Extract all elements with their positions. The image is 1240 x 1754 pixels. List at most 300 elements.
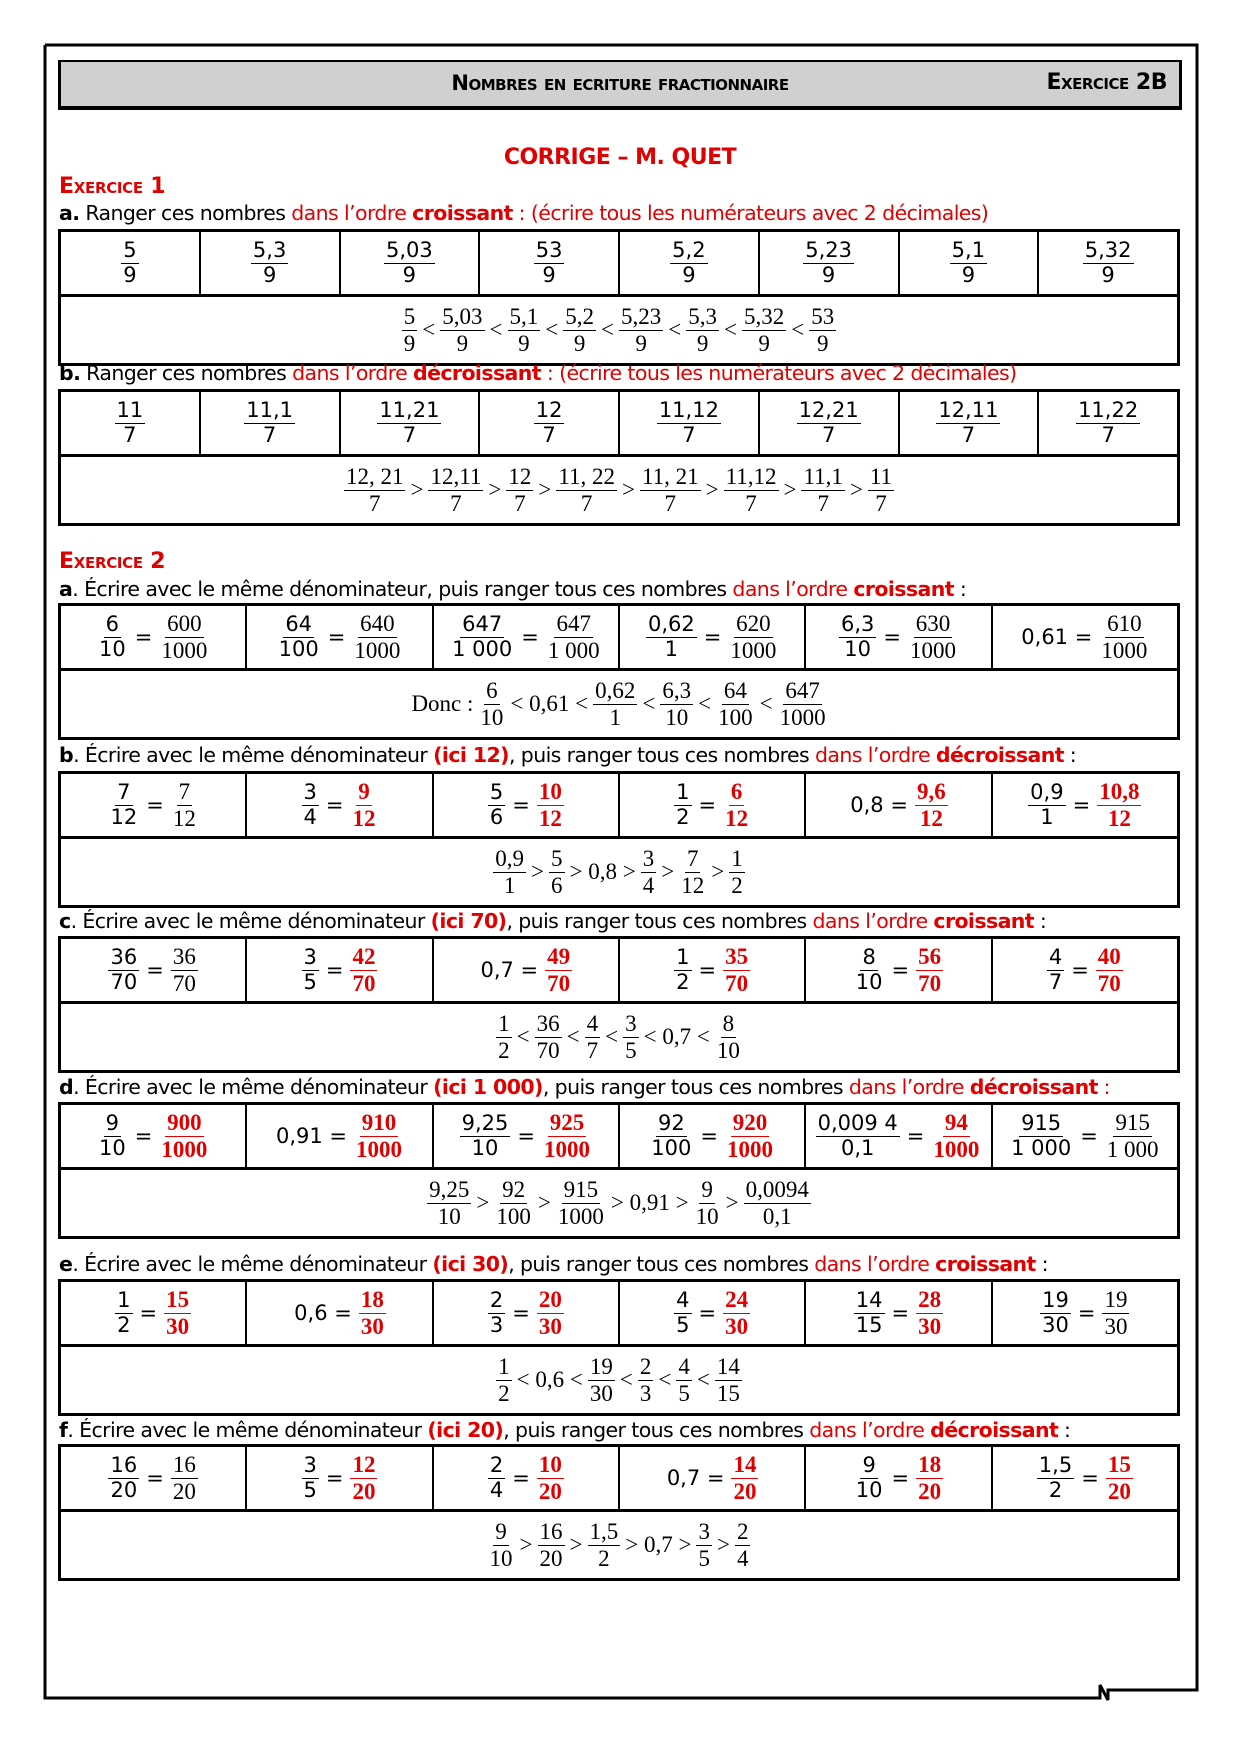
numerator: 5,1	[951, 238, 986, 263]
instruction-segment: : (écrire tous les numérateurs avec 2 décimales)	[512, 201, 989, 225]
exercise-1-heading: Exercice 1	[59, 174, 166, 199]
number-cell	[806, 606, 992, 668]
fraction	[686, 304, 719, 356]
denominator: 7	[402, 422, 417, 447]
denominator: 9	[402, 262, 417, 287]
fraction	[546, 611, 602, 663]
denominator: 1	[1040, 804, 1054, 829]
fraction	[478, 678, 505, 730]
denominator: 9	[403, 330, 416, 356]
operator-text: <	[696, 1367, 710, 1392]
numerator: 2	[489, 1453, 504, 1478]
numerator: 18	[918, 1452, 942, 1478]
fraction	[731, 1452, 758, 1504]
numerator: 16	[172, 1452, 196, 1478]
operator-text: > 0,7 >	[625, 1532, 692, 1557]
numerator: 630	[915, 611, 951, 637]
operator-text: 0,8 =	[850, 793, 908, 817]
fraction	[277, 613, 321, 660]
number-cell	[1039, 232, 1177, 294]
denominator: 30	[918, 1313, 942, 1339]
ex1-a-instruction	[59, 201, 988, 225]
fraction	[723, 944, 750, 996]
instruction-segment: b.	[59, 361, 81, 385]
instruction-segment: (ici 70)	[430, 909, 507, 933]
ordered-answer-row	[61, 1347, 1177, 1413]
page-header	[58, 60, 1182, 110]
fraction	[535, 1011, 562, 1063]
fraction	[916, 944, 943, 996]
operator-text: 0,6 =	[294, 1301, 352, 1325]
denominator: 20	[172, 1478, 196, 1504]
operator-text: <	[566, 1024, 580, 1049]
numerator: 647	[556, 611, 591, 637]
operator-text: >	[705, 477, 719, 502]
numerator: 28	[918, 1287, 942, 1313]
instruction-segment: c	[59, 909, 71, 933]
denominator: 12	[681, 872, 705, 898]
ordered-answer-row	[61, 1512, 1177, 1578]
denominator: 1000	[730, 637, 777, 663]
instruction-segment: (ici 30)	[432, 1252, 509, 1276]
denominator: 15	[716, 1380, 740, 1406]
numerator: 1	[676, 945, 690, 970]
given-numbers-row	[61, 774, 1177, 839]
numerator: 5,2	[565, 304, 594, 330]
given-numbers-row	[61, 606, 1177, 671]
numerator: 11,1	[803, 464, 843, 490]
operator-text: =	[512, 1301, 530, 1325]
number-cell	[993, 606, 1177, 668]
fraction	[1028, 781, 1065, 828]
fraction	[797, 399, 861, 446]
numerator: 12,11	[938, 398, 999, 423]
fraction	[716, 678, 755, 730]
denominator: 9	[696, 330, 709, 356]
numerator: 647	[462, 612, 503, 637]
operator-text: <	[642, 691, 656, 716]
denominator: 7	[821, 422, 836, 447]
denominator: 7	[514, 490, 526, 516]
instruction-segment: dans l’ordre	[848, 1075, 970, 1099]
fraction	[1102, 1287, 1129, 1339]
denominator: 70	[547, 970, 571, 996]
denominator: 30	[589, 1380, 613, 1406]
fraction	[377, 399, 441, 446]
number-cell	[620, 606, 806, 668]
operator-text: <	[723, 317, 737, 342]
denominator: 9	[821, 262, 836, 287]
numerator: 9,25	[429, 1177, 470, 1203]
ex2-e-instruction	[59, 1252, 1048, 1276]
numerator: 4	[586, 1011, 599, 1037]
number-cell	[806, 1282, 992, 1344]
number-cell	[1039, 392, 1177, 454]
denominator: 70	[352, 970, 376, 996]
fraction	[302, 946, 319, 993]
instruction-segment: décroissant	[413, 361, 541, 385]
number-cell	[993, 1105, 1177, 1167]
numerator: 0,009 4	[817, 1111, 898, 1136]
fraction	[440, 304, 484, 356]
denominator: 10	[480, 704, 504, 730]
fraction	[854, 1289, 885, 1336]
operator-text: =	[517, 1124, 535, 1148]
denominator: 2	[1048, 1477, 1063, 1502]
numerator: 14	[733, 1452, 757, 1478]
instruction-segment: a	[59, 577, 73, 601]
numerator: 11, 22	[558, 464, 615, 490]
denominator: 20	[733, 1478, 757, 1504]
number-cell	[434, 1282, 620, 1344]
denominator: 1000	[356, 1136, 402, 1162]
numerator: 10	[538, 779, 562, 805]
ordered-answer-row	[61, 1170, 1177, 1236]
number-cell	[434, 774, 620, 836]
operator-text: =	[327, 625, 346, 649]
numerator: 4	[676, 1288, 690, 1313]
number-cell	[993, 939, 1177, 1001]
operator-text: =	[698, 1301, 717, 1325]
number-cell	[434, 1105, 620, 1167]
operator-text: >	[488, 477, 502, 502]
numerator: 600	[167, 611, 202, 637]
numerator: 11, 21	[641, 464, 699, 490]
numerator: 2	[489, 1288, 504, 1313]
numerator: 0,0094	[745, 1177, 809, 1203]
number-cell	[760, 392, 900, 454]
numerator: 4	[678, 1354, 690, 1380]
numerator: 18	[360, 1287, 384, 1313]
numerator: 56	[918, 944, 942, 970]
number-cell	[900, 232, 1040, 294]
fraction	[563, 304, 596, 356]
denominator: 7	[682, 422, 696, 447]
fraction	[641, 846, 657, 898]
numerator: 11,21	[379, 398, 440, 423]
fraction	[244, 399, 295, 446]
denominator: 7	[961, 422, 976, 447]
numerator: 5,1	[509, 304, 539, 330]
number-cell	[620, 392, 760, 454]
fraction	[646, 613, 697, 660]
operator-text: =	[512, 1466, 530, 1490]
numerator: 19	[589, 1354, 613, 1380]
operator-text: <	[668, 317, 682, 342]
fraction	[108, 946, 139, 993]
number-cell	[434, 606, 620, 668]
numerator: 5	[551, 846, 563, 872]
numerator: 5,3	[252, 238, 287, 263]
instruction-segment: décroissant	[930, 1418, 1059, 1442]
numerator: 49	[547, 944, 571, 970]
instruction-segment: dans l’ordre	[732, 577, 854, 601]
numerator: 915	[1021, 1111, 1062, 1136]
ex2-d-instruction	[59, 1075, 1110, 1099]
instruction-segment: :	[953, 577, 967, 601]
numerator: 2	[639, 1354, 652, 1380]
denominator: 2	[117, 1312, 131, 1337]
number-cell	[480, 232, 620, 294]
numerator: 35	[725, 944, 749, 970]
denominator: 70	[725, 970, 749, 996]
operator-text: <	[658, 1367, 672, 1392]
number-cell	[61, 232, 201, 294]
operator-text: >	[849, 477, 863, 502]
denominator: 1000	[727, 1136, 773, 1162]
number-cell	[61, 606, 247, 668]
ex2-f-table	[58, 1444, 1180, 1581]
fraction	[950, 239, 987, 286]
number-cell	[434, 939, 620, 1001]
denominator: 4	[642, 872, 655, 898]
fraction	[108, 1454, 139, 1501]
numerator: 1	[498, 1354, 510, 1380]
instruction-segment: :	[1034, 909, 1047, 933]
operator-text: >	[519, 1532, 533, 1557]
numerator: 12,11	[430, 464, 482, 490]
number-cell	[806, 939, 992, 1001]
fraction	[724, 464, 779, 516]
numerator: 92	[502, 1177, 526, 1203]
fraction	[350, 944, 377, 996]
fraction	[159, 1110, 209, 1162]
operator-text: <	[759, 691, 773, 716]
fraction	[931, 1110, 981, 1162]
denominator: 1000	[1101, 637, 1148, 663]
fraction	[715, 1011, 742, 1063]
denominator: 1 000	[1011, 1135, 1072, 1160]
instruction-segment: . Écrire avec le même dénominateur	[72, 1252, 433, 1276]
denominator: 7	[450, 490, 462, 516]
fraction	[1076, 399, 1140, 446]
fraction	[556, 464, 617, 516]
operator-text: =	[521, 625, 539, 649]
denominator: 7	[542, 422, 556, 447]
fraction	[679, 846, 706, 898]
number-cell	[61, 774, 247, 836]
number-cell	[61, 1447, 247, 1509]
numerator: 64	[285, 612, 313, 637]
denominator: 30	[166, 1313, 190, 1339]
numerator: 4	[1048, 945, 1063, 970]
fraction	[121, 239, 138, 286]
denominator: 20	[1107, 1478, 1131, 1504]
denominator: 1000	[933, 1136, 980, 1162]
numerator: 5,23	[620, 304, 662, 330]
fraction	[344, 464, 406, 516]
fraction	[640, 464, 701, 516]
denominator: 3	[489, 1312, 504, 1337]
instruction-segment: : (écrire tous les numérateurs avec 2 décimales)	[540, 361, 1017, 385]
operator-text: <	[605, 1024, 619, 1049]
fraction	[350, 1452, 377, 1504]
number-cell	[620, 1282, 806, 1344]
numerator: 12	[508, 464, 532, 490]
instruction-segment: . Écrire avec le même dénominateur	[73, 743, 434, 767]
numerator: 0,62	[595, 678, 636, 704]
operator-text: =	[700, 1124, 718, 1148]
operator-text: >	[538, 477, 552, 502]
instruction-segment: (ici 1 000)	[433, 1075, 543, 1099]
instruction-segment: croissant	[933, 909, 1034, 933]
instruction-segment: :	[1063, 743, 1077, 767]
numerator: 1	[676, 780, 690, 805]
numerator: 5,23	[805, 238, 852, 263]
operator-text: =	[703, 625, 722, 649]
number-cell	[61, 392, 201, 454]
operator-text: =	[1071, 958, 1089, 982]
number-cell	[620, 939, 806, 1001]
fraction	[694, 1177, 721, 1229]
denominator: 9	[961, 262, 976, 287]
denominator: 4	[736, 1545, 749, 1571]
numerator: 640	[360, 611, 395, 637]
number-cell	[620, 1447, 806, 1509]
denominator: 20	[918, 1478, 942, 1504]
number-cell	[201, 392, 341, 454]
denominator: 30	[1042, 1312, 1069, 1337]
denominator: 9	[682, 262, 696, 287]
fraction	[488, 781, 505, 828]
numerator: 900	[167, 1110, 202, 1136]
header-exercise: Exercice 2B	[1046, 70, 1167, 95]
denominator: 7	[1048, 969, 1063, 994]
fraction	[778, 678, 828, 730]
denominator: 10	[489, 1545, 513, 1571]
fraction	[1083, 239, 1134, 286]
denominator: 10	[855, 969, 883, 994]
operator-text: <	[545, 317, 559, 342]
denominator: 70	[536, 1037, 560, 1063]
denominator: 30	[725, 1313, 749, 1339]
denominator: 12	[110, 804, 138, 829]
numerator: 53	[811, 304, 835, 330]
number-cell	[434, 1447, 620, 1509]
fraction	[496, 1011, 512, 1063]
fraction	[537, 1452, 564, 1504]
operator-text: =	[325, 1466, 344, 1490]
denominator: 12	[172, 805, 196, 831]
fraction	[1097, 779, 1141, 831]
denominator: 2	[676, 804, 690, 829]
instruction-segment: :	[1035, 1252, 1048, 1276]
numerator: 53	[535, 238, 563, 263]
number-cell	[620, 1105, 806, 1167]
fraction	[744, 1177, 811, 1229]
fraction	[488, 1454, 505, 1501]
fraction	[359, 1287, 386, 1339]
operator-text: 0,7 =	[480, 958, 539, 982]
operator-text: =	[134, 625, 153, 649]
operator-text: < 0,61 <	[510, 691, 589, 716]
instruction-segment: b	[59, 743, 74, 767]
fraction	[649, 1112, 693, 1159]
numerator: 0,62	[647, 612, 695, 637]
numerator: 9	[105, 1111, 120, 1136]
instruction-segment: , puis ranger tous ces nombres	[542, 1075, 849, 1099]
numerator: 10,8	[1099, 779, 1140, 805]
number-cell	[760, 232, 900, 294]
denominator: 6	[489, 804, 504, 829]
fraction	[816, 1112, 900, 1159]
numerator: 910	[361, 1110, 397, 1136]
denominator: 1	[664, 636, 679, 661]
numerator: 3	[303, 1453, 317, 1478]
fraction	[729, 846, 745, 898]
denominator: 100	[718, 704, 753, 730]
numerator: 40	[1097, 944, 1121, 970]
instruction-segment: croissant	[935, 1252, 1036, 1276]
instruction-segment: . Écrire avec le même dénominateur	[70, 909, 431, 933]
denominator: 1	[609, 704, 621, 730]
fraction	[538, 1519, 565, 1571]
fraction	[450, 613, 514, 660]
instruction-segment: . Écrire avec le même dénominateur, puis ranger tous ces nombres	[72, 577, 733, 601]
numerator: 3	[303, 945, 317, 970]
denominator: 12	[352, 805, 376, 831]
denominator: 5	[303, 1477, 317, 1502]
fraction	[159, 611, 209, 663]
fraction	[496, 1354, 512, 1406]
numerator: 9	[495, 1519, 507, 1545]
number-cell	[61, 1282, 247, 1344]
ex2-e-table	[58, 1279, 1180, 1416]
corrige-title: CORRIGE – M. QUET	[503, 145, 737, 170]
ordered-answer-row	[61, 457, 1177, 523]
operator-text: =	[698, 793, 717, 817]
numerator: 15	[1107, 1452, 1131, 1478]
numerator: 6	[730, 779, 743, 805]
numerator: 7	[178, 779, 191, 805]
instruction-segment: . Écrire avec le même dénominateur	[73, 1075, 434, 1099]
numerator: 19	[1104, 1287, 1128, 1313]
denominator: 20	[110, 1477, 138, 1502]
number-cell	[620, 232, 760, 294]
instruction-segment: . Écrire avec le même dénominateur	[67, 1418, 428, 1442]
operator-text: =	[512, 793, 530, 817]
numerator: 11,12	[658, 398, 719, 423]
denominator: 30	[1104, 1313, 1128, 1339]
numerator: 5,2	[672, 238, 706, 263]
operator-text: =	[891, 1466, 910, 1490]
fraction	[916, 1452, 943, 1504]
denominator: 2	[731, 872, 743, 898]
numerator: 42	[352, 944, 376, 970]
denominator: 12	[538, 805, 562, 831]
ex1-a-table	[58, 229, 1180, 366]
given-numbers-row	[61, 1447, 1177, 1512]
fraction	[674, 781, 691, 828]
instruction-segment: f	[59, 1418, 68, 1442]
number-cell	[341, 392, 481, 454]
numerator: 9	[358, 779, 370, 805]
ordered-answer-row	[61, 297, 1177, 363]
numerator: 6	[105, 612, 120, 637]
fraction	[549, 846, 565, 898]
operator-text: <	[791, 317, 805, 342]
numerator: 620	[736, 611, 771, 637]
instruction-segment: Ranger ces nombres	[79, 201, 292, 225]
denominator: 30	[538, 1313, 562, 1339]
instruction-segment: décroissant	[969, 1075, 1098, 1099]
fraction	[1040, 1289, 1071, 1336]
operator-text: =	[134, 1124, 153, 1148]
fraction	[302, 781, 319, 828]
denominator: 7	[875, 490, 887, 516]
number-cell	[247, 606, 433, 668]
instruction-segment: dans l’ordre	[814, 1252, 936, 1276]
